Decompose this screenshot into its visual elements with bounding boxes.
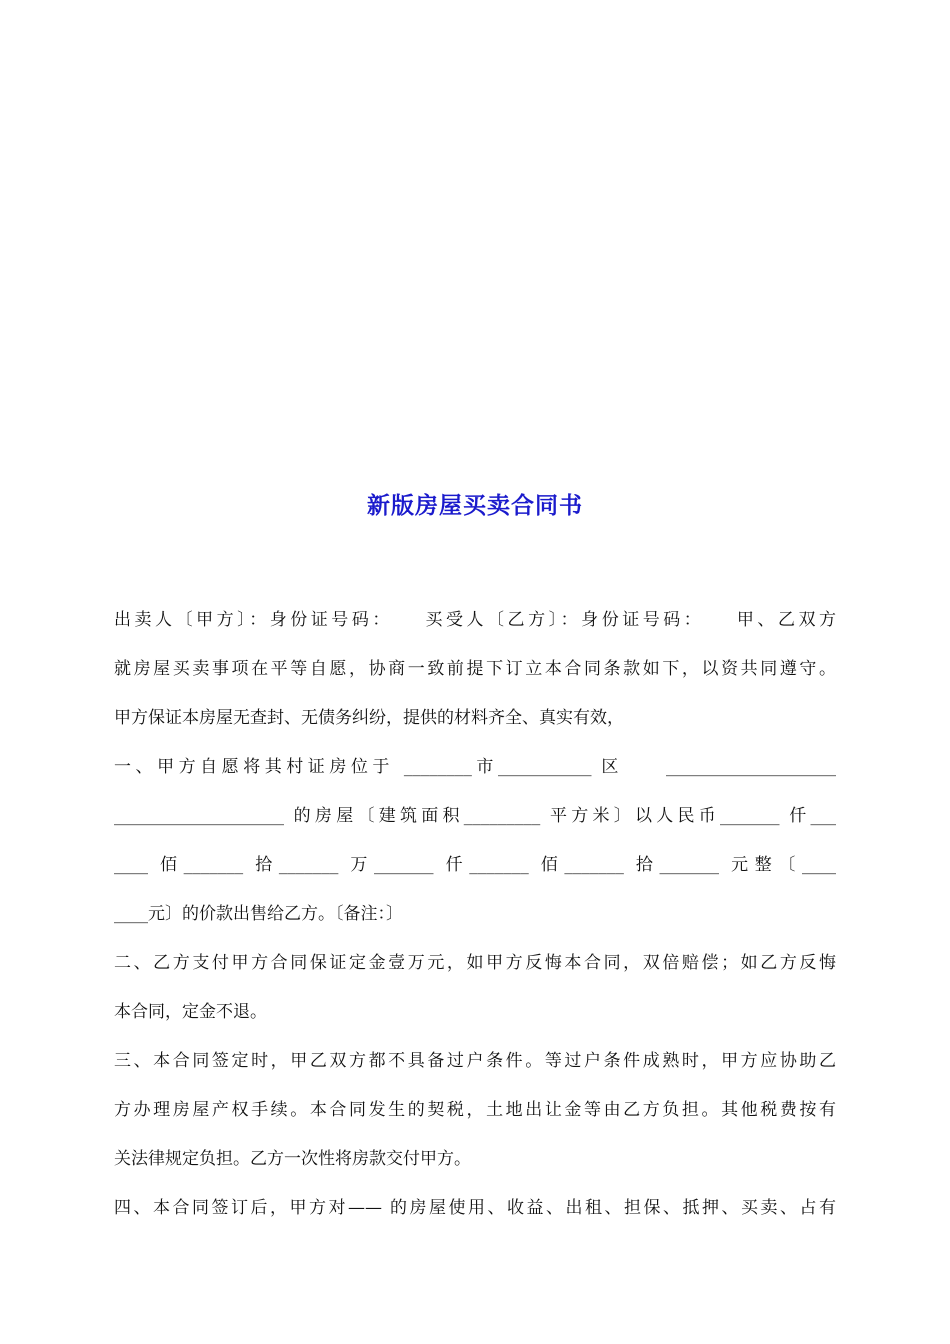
body-line: ____ 佰_______ 拾_______ 万_______ 仟_______ 佰_______ 拾_______ 元整〔____ [114,855,836,875]
document-title: 新版房屋买卖合同书 [367,493,583,519]
body-line: 二、乙方支付甲方合同保证定金壹万元，如甲方反悔本合同，双倍赔偿；如乙方反悔 [114,953,836,973]
body-line: 一、甲方自愿将其村证房位于 ________市___________ 区 ____________________ [114,757,836,777]
body-line: 方办理房屋产权手续。本合同发生的契税，土地出让金等由乙方负担。其他税费按有 [114,1100,836,1120]
body-line: ____元〕的价款出售给乙方。〔备注：〕 [114,904,403,924]
body-line: 本合同，定金不退。 [114,1002,267,1022]
body-line: 四、本合同签订后，甲方对—— 的房屋使用、收益、出租、担保、抵押、买卖、占有 [114,1198,836,1218]
body-line: 就房屋买卖事项在平等自愿，协商一致前提下订立本合同条款如下，以资共同遵守。 [114,659,836,679]
body-line: ____________________ 的房屋〔建筑面积_________ 平方米〕以人民币_______ 仟___ [114,806,836,826]
body-line: 关法律规定负担。乙方一次性将房款交付甲方。 [114,1149,471,1169]
body-line: 三、本合同签定时，甲乙双方都不具备过户条件。等过户条件成熟时，甲方应协助乙 [114,1051,836,1071]
body-line: 出卖人〔甲方〕：身份证号码： 买受人〔乙方〕：身份证号码： 甲、乙双方 [114,610,836,630]
body-line: 甲方保证本房屋无查封、无债务纠纷，提供的材料齐全、真实有效， [114,708,624,728]
contract-body [114,604,836,1241]
